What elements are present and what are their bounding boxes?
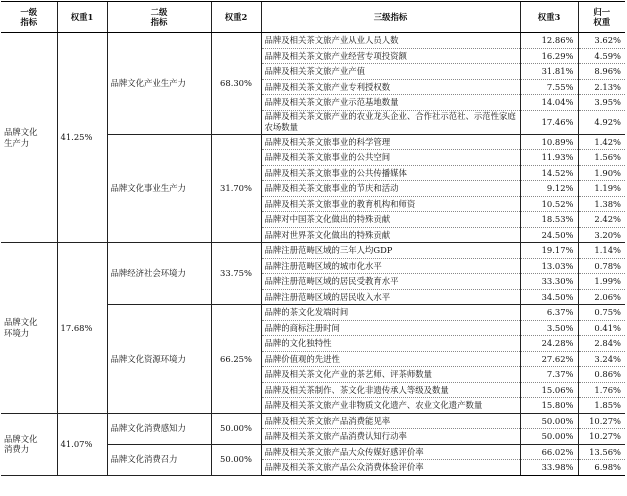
level2-weight: 50.00% bbox=[211, 413, 261, 444]
level1-indicator: 品牌文化 生产力 bbox=[1, 33, 57, 243]
level3-indicator: 品牌及相关茶文旅事业的教育机构和师资 bbox=[261, 196, 520, 212]
level3-weight: 24.28% bbox=[520, 336, 578, 352]
level3-indicator: 品牌及相关茶文旅产业从业人员人数 bbox=[261, 33, 520, 49]
normalized-weight: 1.90% bbox=[578, 165, 625, 181]
level3-indicator: 品牌及相关茶文旅产业专利授权数 bbox=[261, 79, 520, 95]
header-level1: 一级 指标 bbox=[1, 2, 57, 33]
level3-weight: 17.46% bbox=[520, 110, 578, 134]
level3-indicator: 品牌及相关茶文旅产业产值 bbox=[261, 64, 520, 80]
level3-weight: 9.12% bbox=[520, 181, 578, 197]
table-header-row bbox=[1, 2, 625, 33]
normalized-weight: 0.41% bbox=[578, 320, 625, 336]
normalized-weight: 1.99% bbox=[578, 274, 625, 290]
normalized-weight: 1.85% bbox=[578, 398, 625, 414]
level3-weight: 12.86% bbox=[520, 33, 578, 49]
normalized-weight: 6.98% bbox=[578, 460, 625, 476]
level2-indicator: 品牌文化资源环境力 bbox=[107, 305, 211, 414]
level3-indicator: 品牌及相关茶文旅事业的公共空间 bbox=[261, 150, 520, 166]
normalized-weight: 2.06% bbox=[578, 289, 625, 305]
level2-weight: 50.00% bbox=[211, 444, 261, 475]
level1-indicator: 品牌文化 消费力 bbox=[1, 413, 57, 475]
level3-indicator: 品牌及相关茶制作、茶文化非遗传承人等级及数量 bbox=[261, 382, 520, 398]
level3-indicator: 品牌及相关茶文旅产品公众消费体验评价率 bbox=[261, 460, 520, 476]
normalized-weight: 8.96% bbox=[578, 64, 625, 80]
normalized-weight: 0.86% bbox=[578, 367, 625, 383]
header-global-weight: 归一 权重 bbox=[578, 2, 625, 33]
normalized-weight: 4.92% bbox=[578, 110, 625, 134]
level1-indicator: 品牌文化 环境力 bbox=[1, 243, 57, 414]
level2-indicator: 品牌文化事业生产力 bbox=[107, 134, 211, 243]
weight-table-page bbox=[0, 1, 627, 496]
level3-indicator: 品牌及相关茶文旅产品消费能见率 bbox=[261, 413, 520, 429]
normalized-weight: 10.27% bbox=[578, 429, 625, 445]
normalized-weight: 4.59% bbox=[578, 48, 625, 64]
level3-weight: 34.50% bbox=[520, 289, 578, 305]
normalized-weight: 2.84% bbox=[578, 336, 625, 352]
level3-indicator: 品牌注册范畴区域的居民收入水平 bbox=[261, 289, 520, 305]
level2-indicator: 品牌经济社会环境力 bbox=[107, 243, 211, 305]
table-row bbox=[1, 33, 625, 49]
level3-indicator: 品牌的商标注册时间 bbox=[261, 320, 520, 336]
weight-index-table bbox=[1, 1, 625, 476]
level3-weight: 27.62% bbox=[520, 351, 578, 367]
normalized-weight: 2.13% bbox=[578, 79, 625, 95]
level3-weight: 14.52% bbox=[520, 165, 578, 181]
level3-weight: 7.37% bbox=[520, 367, 578, 383]
level2-weight: 33.75% bbox=[211, 243, 261, 305]
table-body bbox=[1, 33, 625, 476]
normalized-weight: 1.38% bbox=[578, 196, 625, 212]
header-level3: 三级指标 bbox=[261, 2, 520, 33]
level3-weight: 50.00% bbox=[520, 429, 578, 445]
level3-weight: 66.02% bbox=[520, 444, 578, 460]
level3-indicator: 品牌及相关茶文旅产业的农业龙头企业、合作社示范社、示范性家庭农场数量 bbox=[261, 110, 520, 134]
normalized-weight: 0.78% bbox=[578, 258, 625, 274]
normalized-weight: 3.24% bbox=[578, 351, 625, 367]
level2-weight: 68.30% bbox=[211, 33, 261, 135]
level3-indicator: 品牌及相关茶文旅产品大众传媒好感评价率 bbox=[261, 444, 520, 460]
level3-weight: 7.55% bbox=[520, 79, 578, 95]
header-level2: 二级 指标 bbox=[107, 2, 211, 33]
level3-indicator: 品牌及相关茶文旅事业的节庆和活动 bbox=[261, 181, 520, 197]
header-weight1: 权重1 bbox=[57, 2, 107, 33]
level3-weight: 33.30% bbox=[520, 274, 578, 290]
level3-indicator: 品牌注册范畴区域的城市化水平 bbox=[261, 258, 520, 274]
normalized-weight: 0.75% bbox=[578, 305, 625, 321]
level3-weight: 10.89% bbox=[520, 134, 578, 150]
level3-indicator: 品牌的茶文化发端时间 bbox=[261, 305, 520, 321]
level3-weight: 18.53% bbox=[520, 212, 578, 228]
normalized-weight: 1.42% bbox=[578, 134, 625, 150]
level3-weight: 19.17% bbox=[520, 243, 578, 259]
level3-indicator: 品牌对世界茶文化做出的特殊贡献 bbox=[261, 227, 520, 243]
normalized-weight: 10.27% bbox=[578, 413, 625, 429]
level2-weight: 31.70% bbox=[211, 134, 261, 243]
level3-indicator: 品牌的文化独特性 bbox=[261, 336, 520, 352]
level3-weight: 11.93% bbox=[520, 150, 578, 166]
level3-weight: 13.03% bbox=[520, 258, 578, 274]
level3-weight: 16.29% bbox=[520, 48, 578, 64]
level3-weight: 50.00% bbox=[520, 413, 578, 429]
level3-weight: 6.37% bbox=[520, 305, 578, 321]
level3-weight: 14.04% bbox=[520, 95, 578, 111]
table-row bbox=[1, 243, 625, 259]
level3-weight: 10.52% bbox=[520, 196, 578, 212]
level3-weight: 24.50% bbox=[520, 227, 578, 243]
level3-indicator: 品牌及相关茶文旅产品消费认知行动率 bbox=[261, 429, 520, 445]
level3-weight: 31.81% bbox=[520, 64, 578, 80]
normalized-weight: 1.76% bbox=[578, 382, 625, 398]
level3-weight: 15.80% bbox=[520, 398, 578, 414]
normalized-weight: 1.19% bbox=[578, 181, 625, 197]
level3-weight: 15.06% bbox=[520, 382, 578, 398]
level3-indicator: 品牌注册范畴区域的居民受教育水平 bbox=[261, 274, 520, 290]
header-weight2: 权重2 bbox=[211, 2, 261, 33]
level1-weight: 41.25% bbox=[57, 33, 107, 243]
level2-indicator: 品牌文化消费感知力 bbox=[107, 413, 211, 444]
normalized-weight: 2.42% bbox=[578, 212, 625, 228]
level1-weight: 17.68% bbox=[57, 243, 107, 414]
level2-weight: 66.25% bbox=[211, 305, 261, 414]
header-weight3: 权重3 bbox=[520, 2, 578, 33]
normalized-weight: 3.62% bbox=[578, 33, 625, 49]
normalized-weight: 3.20% bbox=[578, 227, 625, 243]
normalized-weight: 1.56% bbox=[578, 150, 625, 166]
level3-indicator: 品牌及相关茶文旅产业示范基地数量 bbox=[261, 95, 520, 111]
level3-weight: 33.98% bbox=[520, 460, 578, 476]
level3-indicator: 品牌注册范畴区域的三年人均GDP bbox=[261, 243, 520, 259]
normalized-weight: 13.56% bbox=[578, 444, 625, 460]
normalized-weight: 3.95% bbox=[578, 95, 625, 111]
level2-indicator: 品牌文化产业生产力 bbox=[107, 33, 211, 135]
level3-weight: 3.50% bbox=[520, 320, 578, 336]
level2-indicator: 品牌文化消费召力 bbox=[107, 444, 211, 475]
level3-indicator: 品牌及相关茶文化产业的茶艺师、评茶师数量 bbox=[261, 367, 520, 383]
level3-indicator: 品牌及相关茶文旅产业经营专项投资额 bbox=[261, 48, 520, 64]
level3-indicator: 品牌及相关茶文旅事业的科学管理 bbox=[261, 134, 520, 150]
table-row bbox=[1, 413, 625, 429]
level1-weight: 41.07% bbox=[57, 413, 107, 475]
level3-indicator: 品牌及相关茶文旅事业的公共传播媒体 bbox=[261, 165, 520, 181]
level3-indicator: 品牌及相关茶文旅产业非物质文化遗产、农业文化遗产数量 bbox=[261, 398, 520, 414]
level3-indicator: 品牌价值观的先进性 bbox=[261, 351, 520, 367]
normalized-weight: 1.14% bbox=[578, 243, 625, 259]
level3-indicator: 品牌对中国茶文化做出的特殊贡献 bbox=[261, 212, 520, 228]
